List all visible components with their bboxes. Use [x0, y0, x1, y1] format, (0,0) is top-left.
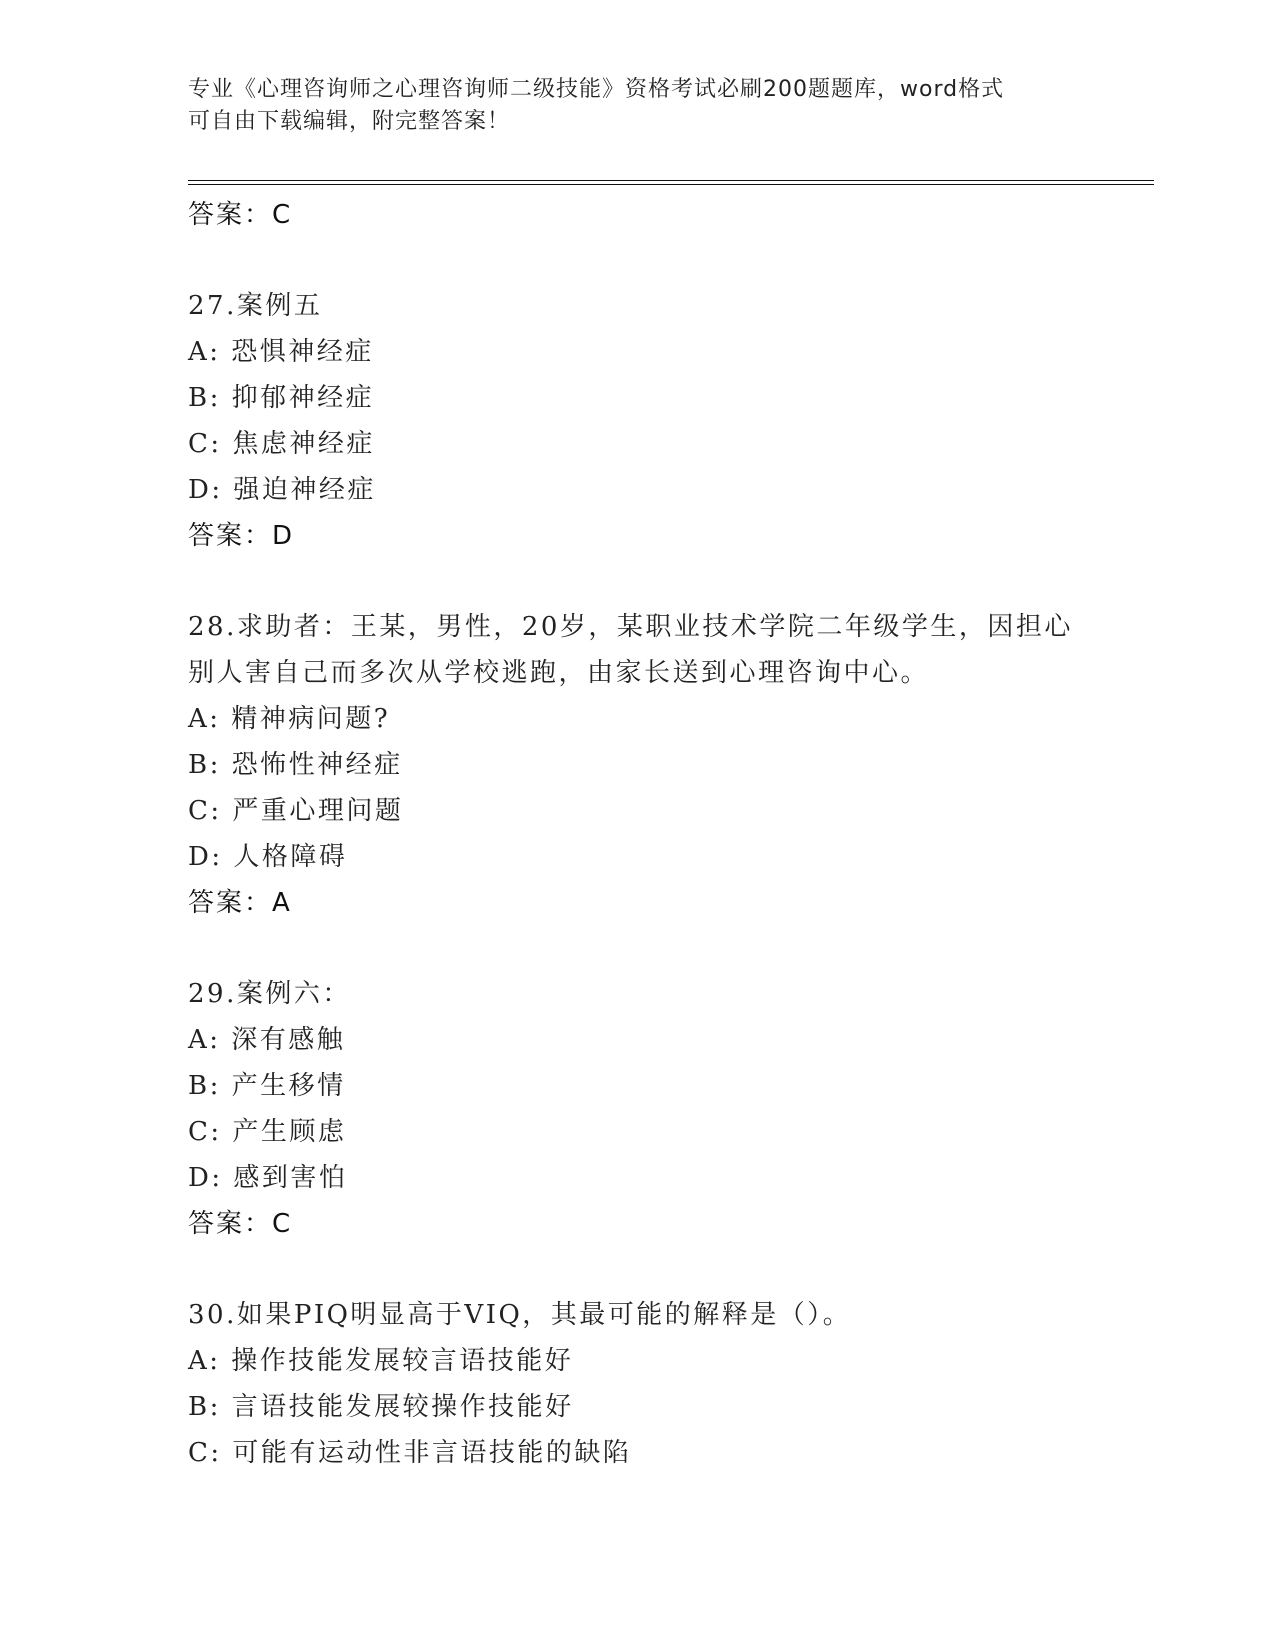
- answer-26: 答案：C: [188, 200, 293, 230]
- question-28-answer: 答案：A: [188, 888, 292, 918]
- header-rule-top: [188, 180, 1154, 181]
- header-rule-bottom: [188, 184, 1154, 185]
- header-line-2: 可自由下载编辑，附完整答案！: [188, 109, 511, 134]
- question-29-option-a: A: 深有感触: [188, 1025, 346, 1055]
- spacer: [188, 559, 1118, 604]
- spacer: [188, 1247, 1118, 1292]
- question-29: [188, 971, 1118, 1247]
- question-28-text-line-1: 28.求助者：王某，男性，20岁，某职业技术学院二年级学生，因担心: [188, 612, 1073, 642]
- question-30: [188, 1292, 1118, 1476]
- question-30-text: 30.如果PIQ明显高于VIQ，其最可能的解释是（）。: [188, 1300, 852, 1330]
- question-28-option-d: D: 人格障碍: [188, 842, 348, 872]
- header-line-1: 专业《心理咨询师之心理咨询师二级技能》资格考试必刷200题题库，word格式: [188, 77, 1005, 102]
- question-29-option-c: C: 产生顾虑: [188, 1117, 347, 1147]
- question-27: [188, 283, 1118, 559]
- question-27-text: 27.案例五: [188, 291, 323, 321]
- spacer: [188, 926, 1118, 971]
- question-28-option-a: A: 精神病问题?: [188, 704, 391, 734]
- question-30-option-c: C: 可能有运动性非言语技能的缺陷: [188, 1438, 632, 1468]
- question-list: [188, 192, 1118, 1476]
- question-28-option-c: C: 严重心理问题: [188, 796, 404, 826]
- question-29-option-d: D: 感到害怕: [188, 1163, 348, 1193]
- question-27-option-b: B: 抑郁神经症: [188, 383, 375, 413]
- document-header: [188, 74, 1088, 138]
- question-29-text: 29.案例六：: [188, 979, 351, 1009]
- question-27-option-a: A: 恐惧神经症: [188, 337, 374, 367]
- question-29-option-b: B: 产生移情: [188, 1071, 346, 1101]
- question-27-answer: 答案：D: [188, 521, 295, 551]
- question-28: [188, 604, 1118, 926]
- question-27-option-d: D: 强迫神经症: [188, 475, 376, 505]
- spacer: [188, 238, 1118, 283]
- question-30-option-b: B: 言语技能发展较操作技能好: [188, 1392, 574, 1422]
- question-30-option-a: A: 操作技能发展较言语技能好: [188, 1346, 574, 1376]
- question-27-option-c: C: 焦虑神经症: [188, 429, 375, 459]
- question-29-answer: 答案：C: [188, 1209, 293, 1239]
- question-28-option-b: B: 恐怖性神经症: [188, 750, 403, 780]
- question-28-text-line-2: 别人害自己而多次从学校逃跑，由家长送到心理咨询中心。: [188, 658, 930, 688]
